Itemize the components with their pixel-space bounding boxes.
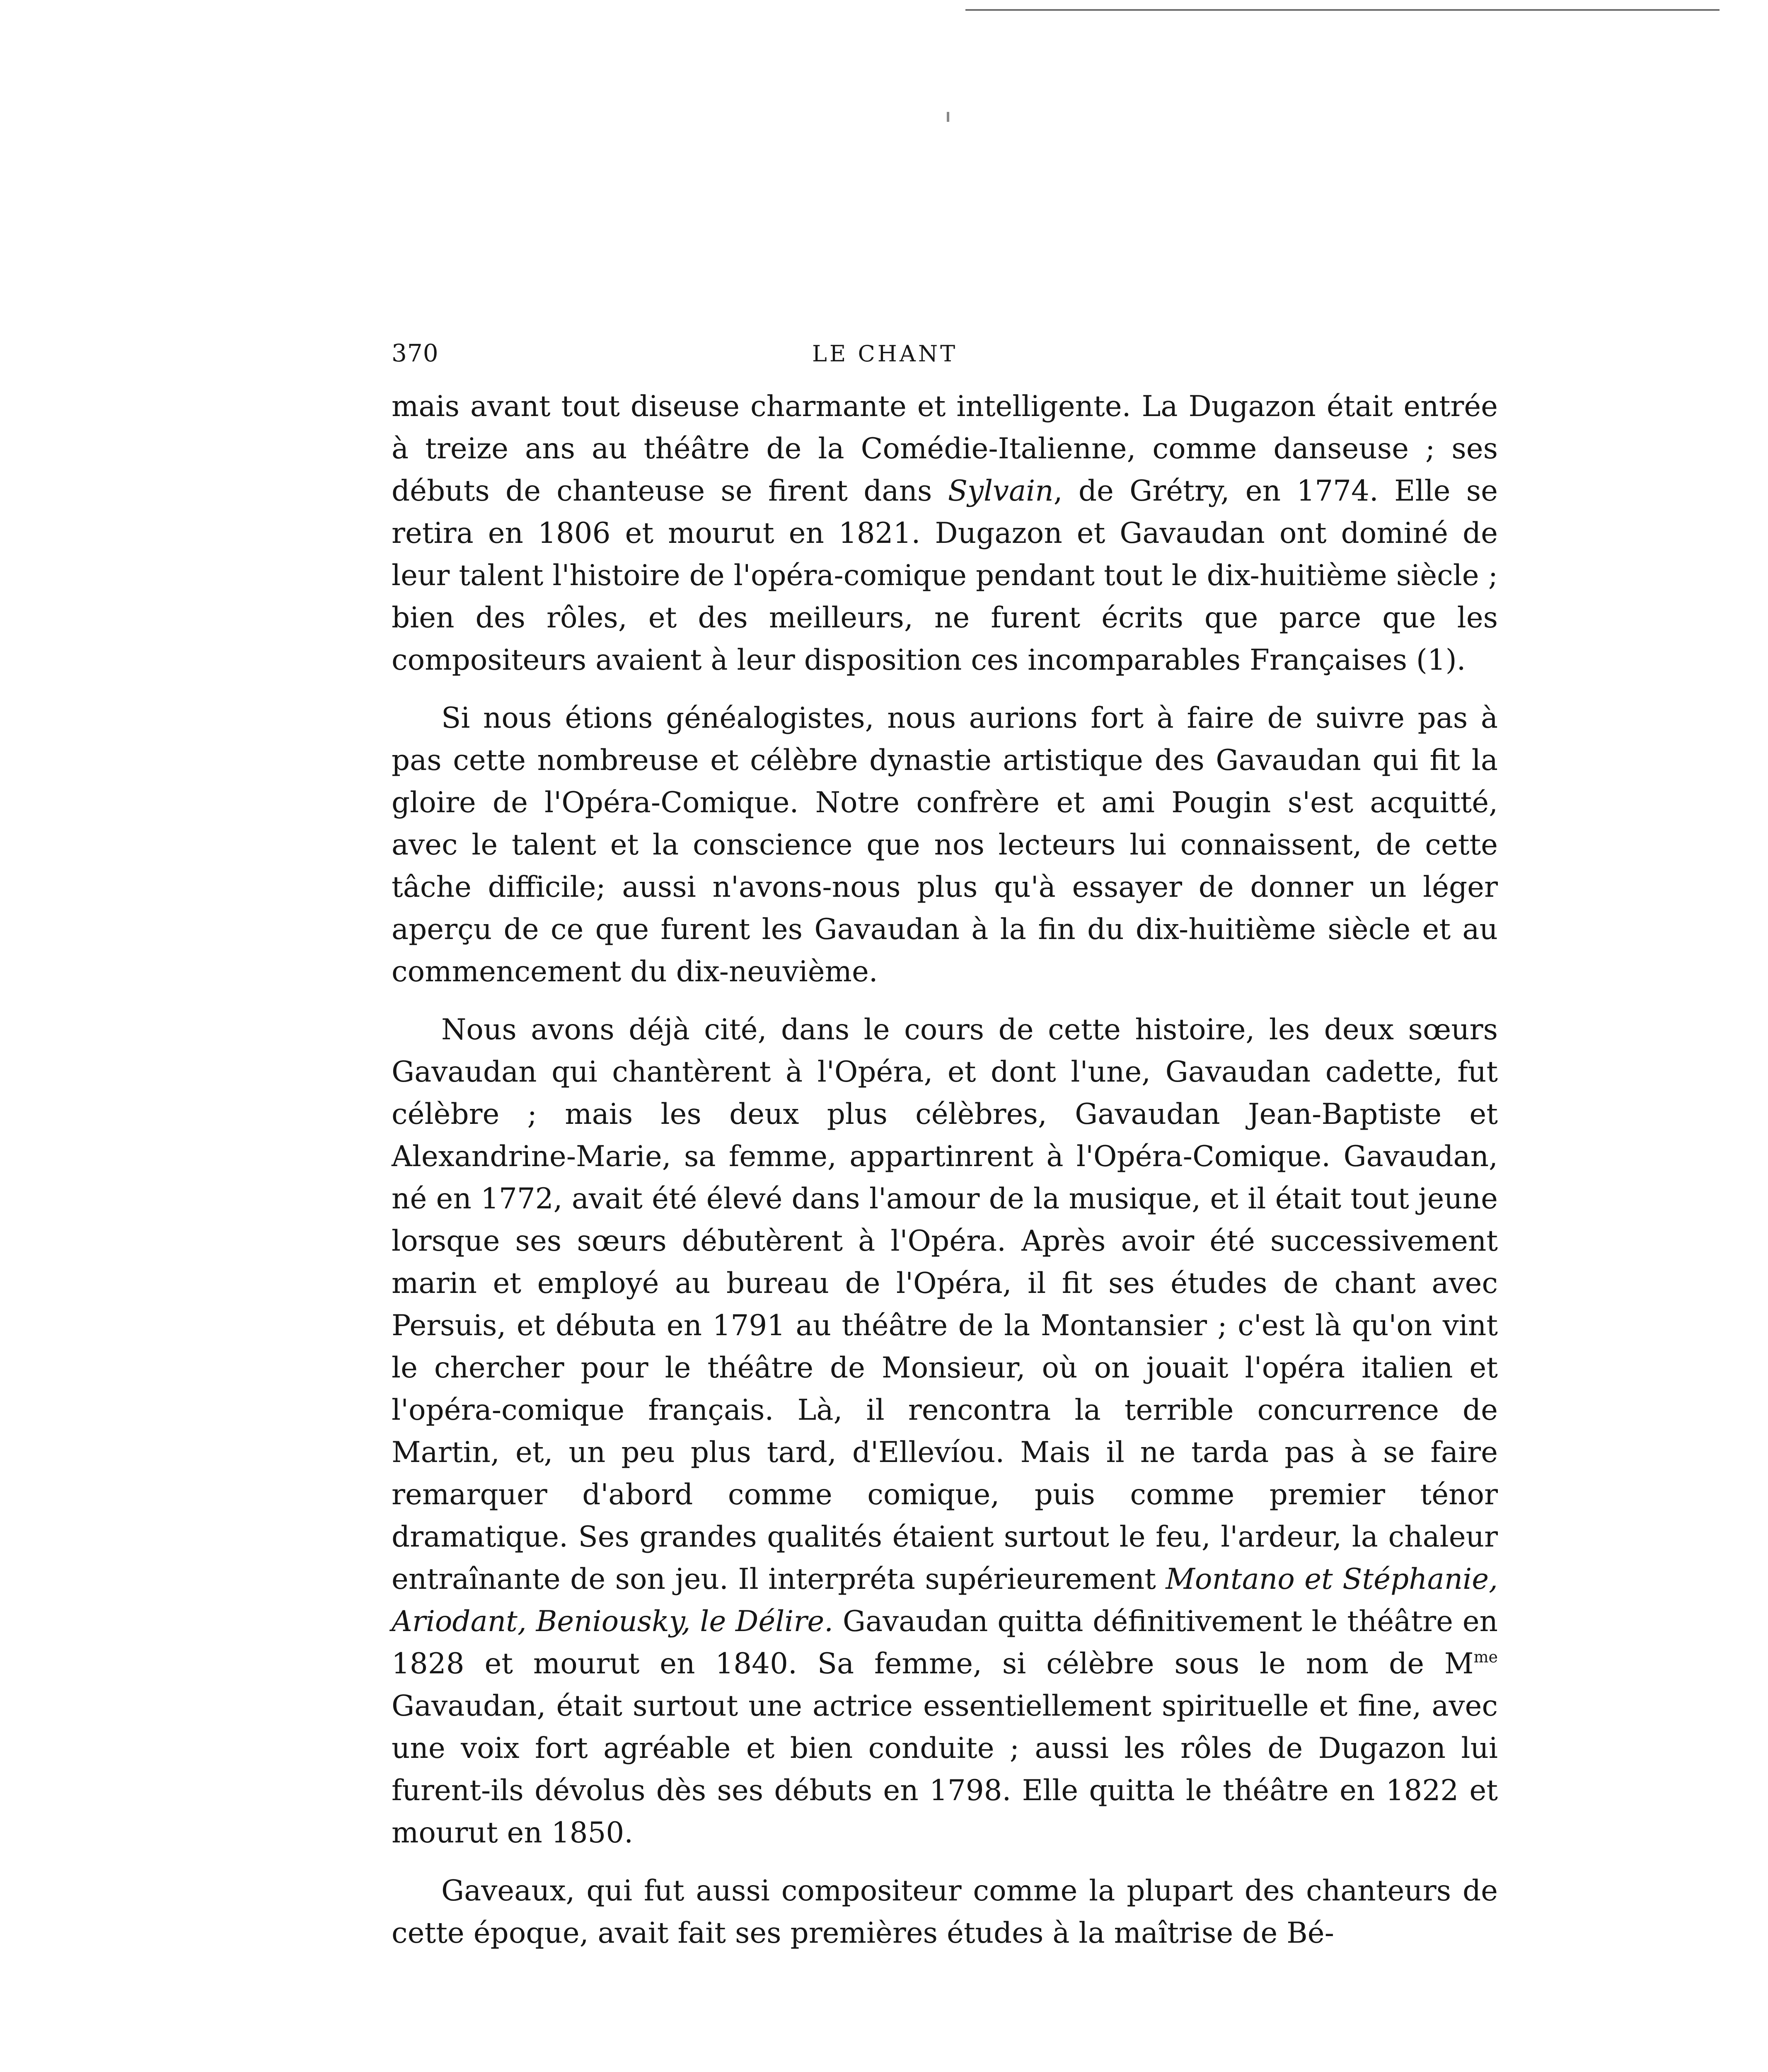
paragraph-3-text-b: Gavaudan quitta définitivement le théâtre en 1828 et mourut en 1840. Sa femme, si célèbre sous le nom de M xyxy=(392,1605,1498,1680)
paragraph-3-text-c: Gavaudan, était surtout une actrice essentiellement spirituelle et fine, avec une voix fort agréable et bien conduite ; aussi les rôles de Dugazon lui furent-ils dévolus dès ses débuts en 1798. Elle quitta le théâtre en 1822 et mourut en 1850. xyxy=(392,1690,1498,1849)
paragraph-3-text-a: Nous avons déjà cité, dans le cours de cette histoire, les deux sœurs Gavaudan qui chantèrent à l'Opéra, et dont l'une, Gavaudan cadette, fut célèbre ; mais les deux plus célèbres, Gavaudan Jean-Baptiste et Alexandrine-Marie, sa femme, appartinrent à l'Opéra-Comique. Gavaudan, né en 1772, avait été élevé dans l'amour de la musique, et il était tout jeune lorsque ses sœurs débutèrent à l'Opéra. Après avoir été successivement marin et employé au bureau de l'Opéra, il fit ses études de chant avec Persuis, et débuta en 1791 au théâtre de la Montansier ; c'est là qu'on vint le chercher pour le théâtre de Monsieur, où on jouait l'opéra italien et l'opéra-comique français. Là, il rencontra la terrible concurrence de Martin, et, un peu plus tard, d'Ellevíou. Mais il ne tarda pas à se faire remarquer d'abord comme comique, puis comme premier ténor dramatique. Ses grandes qualités étaient surtout le feu, l'ardeur, la chaleur entraînante de son jeu. Il interpréta supérieurement xyxy=(392,1013,1498,1596)
body-text xyxy=(392,385,1498,1954)
paragraph-1 xyxy=(392,385,1498,681)
page-number: 370 xyxy=(392,339,439,367)
work-titles: Montano et Stéphanie, Ariodant, Beniousky, le Délire. xyxy=(392,1563,1498,1638)
paragraph-1-text-b: , de Grétry, en 1774. Elle se retira en 1806 et mourut en 1821. Dugazon et Gavaudan ont dominé de leur talent l'histoire de l'opéra-comique pendant tout le dix-huitième siècle ; bien des rôles, et des meilleurs, ne furent écrits que parce que les compositeurs avaient à leur disposition ces incomparables Françaises (1). xyxy=(392,474,1498,677)
running-title: LE CHANT xyxy=(812,341,958,367)
paragraph-2: Si nous étions généalogistes, nous aurions fort à faire de suivre pas à pas cette nombreuse et célèbre dynastie artistique des Gavaudan qui fit la gloire de l'Opéra-Comique. Notre confrère et ami Pougin s'est acquitté, avec le talent et la conscience que nos lecteurs lui connaissent, de cette tâche difficile; aussi n'avons-nous plus qu'à essayer de donner un léger aperçu de ce que furent les Gavaudan à la fin du dix-huitième siècle et au commencement du dix-neuvième. xyxy=(392,702,1498,988)
scan-border-line xyxy=(965,9,1720,11)
superscript-me: me xyxy=(1473,1648,1498,1666)
work-title-sylvain: Sylvain xyxy=(948,474,1054,508)
paragraph-3 xyxy=(392,1009,1498,1854)
scan-speck xyxy=(947,112,949,122)
paragraph-1-text-a: mais avant tout diseuse charmante et intelligente. La Dugazon était entrée à treize ans au théâtre de la Comédie-Italienne, comme danseuse ; ses débuts de chanteuse se firent dans xyxy=(392,390,1498,508)
paragraph-4: Gaveaux, qui fut aussi compositeur comme la plupart des chanteurs de cette époque, avait fait ses premières études à la maîtrise de Bé- xyxy=(392,1874,1498,1950)
